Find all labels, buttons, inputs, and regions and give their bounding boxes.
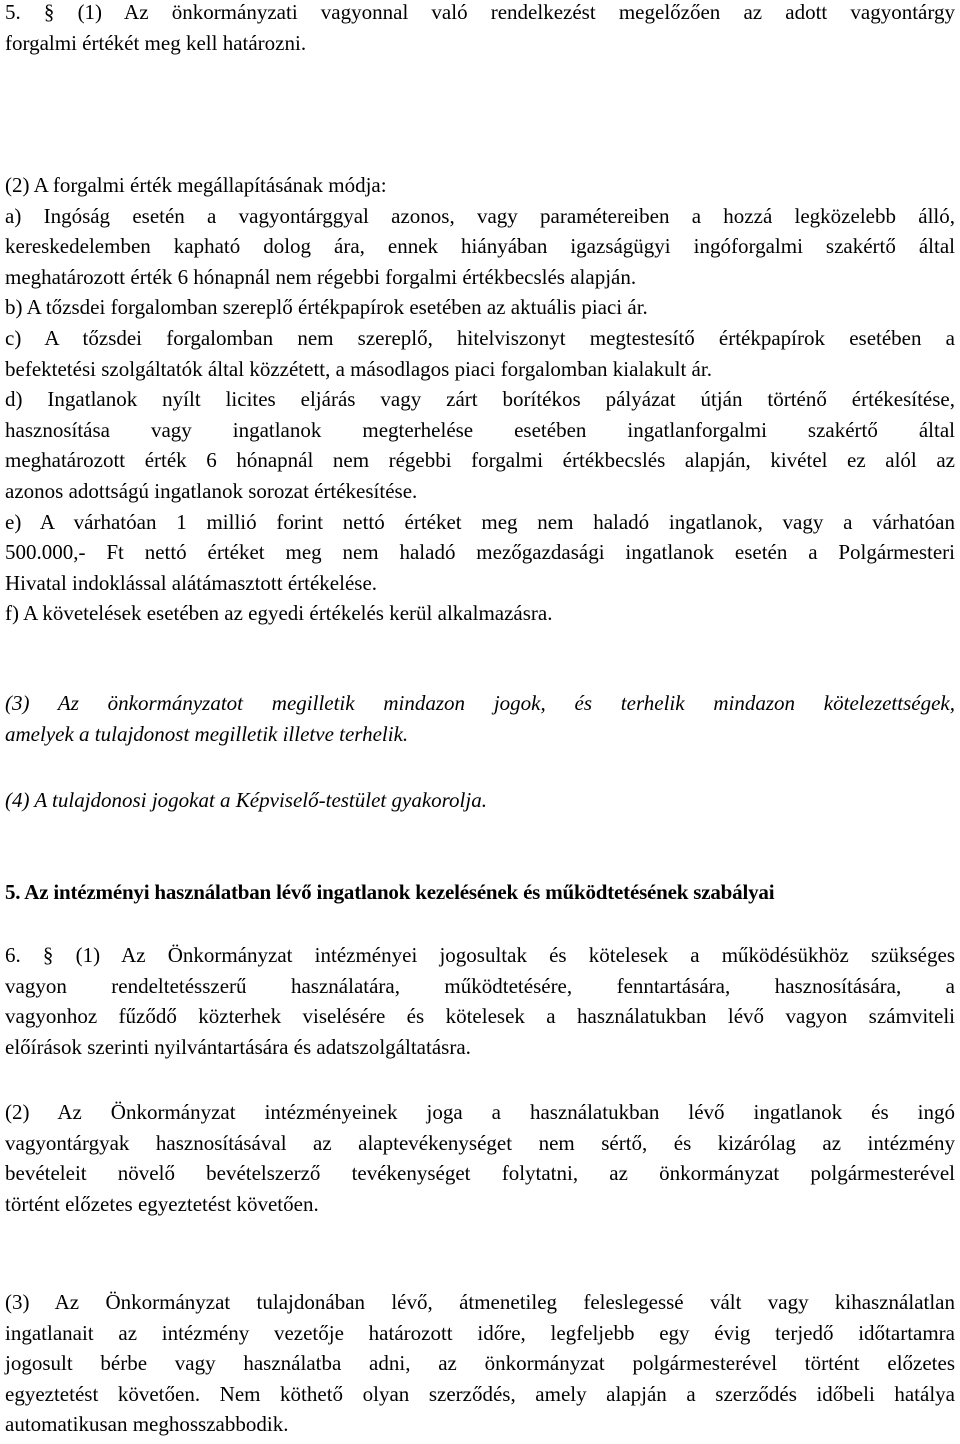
paragraph-6-2 (5, 1097, 955, 1219)
text-line: automatikusan meghosszabbodik. (5, 1412, 289, 1437)
text-line: előírások szerinti nyilvántartására és adatszolgáltatásra. (5, 1034, 471, 1059)
text-line: vagyontárgyak hasznosításával az alaptevékenységet nem sértő, és kizárólag az intézmény (5, 1130, 955, 1155)
text-line: (4) A tulajdonosi jogokat a Képviselő-testület gyakorolja. (5, 788, 487, 812)
paragraph-5-1 (5, 0, 955, 58)
text-line: bevételeit növelő bevételszerző tevékenységet folytatni, az önkormányzat polgármesterével (5, 1161, 955, 1186)
text-line: f) A követelések esetében az egyedi értékelés kerül alkalmazásra. (5, 601, 553, 626)
text-line: vagyon rendeltetésszerű használatára, működtetésére, fenntartására, hasznosítására, a (5, 973, 955, 998)
text-line: befektetési szolgáltatók által közzétett, a másodlagos piaci forgalomban kialakult ár. (5, 356, 712, 381)
text-line: (2) A forgalmi érték megállapításának módja: (5, 173, 387, 197)
text-line: vagyonhoz fűződő közterhek viselésére és kötelesek a használatukban lévő vagyon számviteli (5, 1004, 955, 1029)
text-line: 6. § (1) Az Önkormányzat intézményei jogosultak és kötelesek a működésükhöz szükséges (5, 943, 955, 967)
paragraph-5-3 (5, 688, 955, 749)
text-line: meghatározott érték 6 hónapnál nem régebbi forgalmi értékbecslés alapján. (5, 264, 637, 289)
heading-text: 5. Az intézményi használatban lévő ingatlanok kezelésének és működtetésének szabályai (5, 880, 775, 904)
text-line: e) A várhatóan 1 millió forint nettó értéket meg nem haladó ingatlanok, vagy a várhatóan (5, 509, 955, 534)
paragraph-6-3 (5, 1287, 955, 1440)
text-line: (3) Az Önkormányzat tulajdonában lévő, átmenetileg feleslegessé vált vagy kihasználatlan (5, 1290, 955, 1314)
paragraph-5-4 (5, 785, 955, 816)
text-line: Hivatal indoklással alátámasztott értékelése. (5, 570, 378, 595)
text-line: azonos adottságú ingatlanok sorozat értékesítése. (5, 478, 418, 503)
text-line: amelyek a tulajdonost megilletik illetve terhelik. (5, 721, 409, 746)
text-line: forgalmi értékét meg kell határozni. (5, 30, 307, 55)
paragraph-5-2 (5, 170, 955, 629)
text-line: 500.000,- Ft nettó értéket meg nem haladó mezőgazdasági ingatlanok esetén a Polgármesteri (5, 540, 955, 565)
text-line: történt előzetes egyeztetést követően. (5, 1191, 319, 1216)
section-heading (5, 877, 955, 908)
text-line: hasznosítása vagy ingatlanok megterhelése esetében ingatlanforgalmi szakértő által (5, 417, 955, 442)
text-line: ingatlanait az intézmény vezetője határozott időre, legfeljebb egy évig terjedő időtartamra (5, 1320, 955, 1345)
text-line: kereskedelemben kapható dolog ára, ennek hiányában igazságügyi ingóforgalmi szakértő által (5, 234, 955, 259)
text-line: meghatározott érték 6 hónapnál nem régebbi forgalmi értékbecslés alapján, kivétel ez alól az (5, 448, 955, 473)
text-line: (2) Az Önkormányzat intézményeinek joga a használatukban lévő ingatlanok és ingó (5, 1100, 955, 1124)
text-line: a) Ingóság esetén a vagyontárggyal azonos, vagy paramétereiben a hozzá legközelebb álló, (5, 203, 955, 228)
text-line: c) A tőzsdei forgalomban nem szereplő, hitelviszonyt megtestesítő értékpapírok esetében a (5, 325, 955, 350)
text-line: jogosult bérbe vagy használatba adni, az önkormányzat polgármesterével történt előzetes (5, 1351, 955, 1376)
text-line: b) A tőzsdei forgalomban szereplő értékpapírok esetében az aktuális piaci ár. (5, 295, 648, 320)
text-line: d) Ingatlanok nyílt licites eljárás vagy zárt borítékos pályázat útján történő értékesítése, (5, 387, 955, 412)
text-line: 5. § (1) Az önkormányzati vagyonnal való rendelkezést megelőzően az adott vagyontárgy (5, 0, 955, 24)
text-line: (3) Az önkormányzatot megilletik mindazon jogok, és terhelik mindazon kötelezettségek, (5, 691, 955, 715)
paragraph-6-1 (5, 940, 955, 1062)
text-line: egyeztetést követően. Nem köthető olyan szerződés, amely alapján a szerződés időbeli hatálya (5, 1381, 955, 1406)
